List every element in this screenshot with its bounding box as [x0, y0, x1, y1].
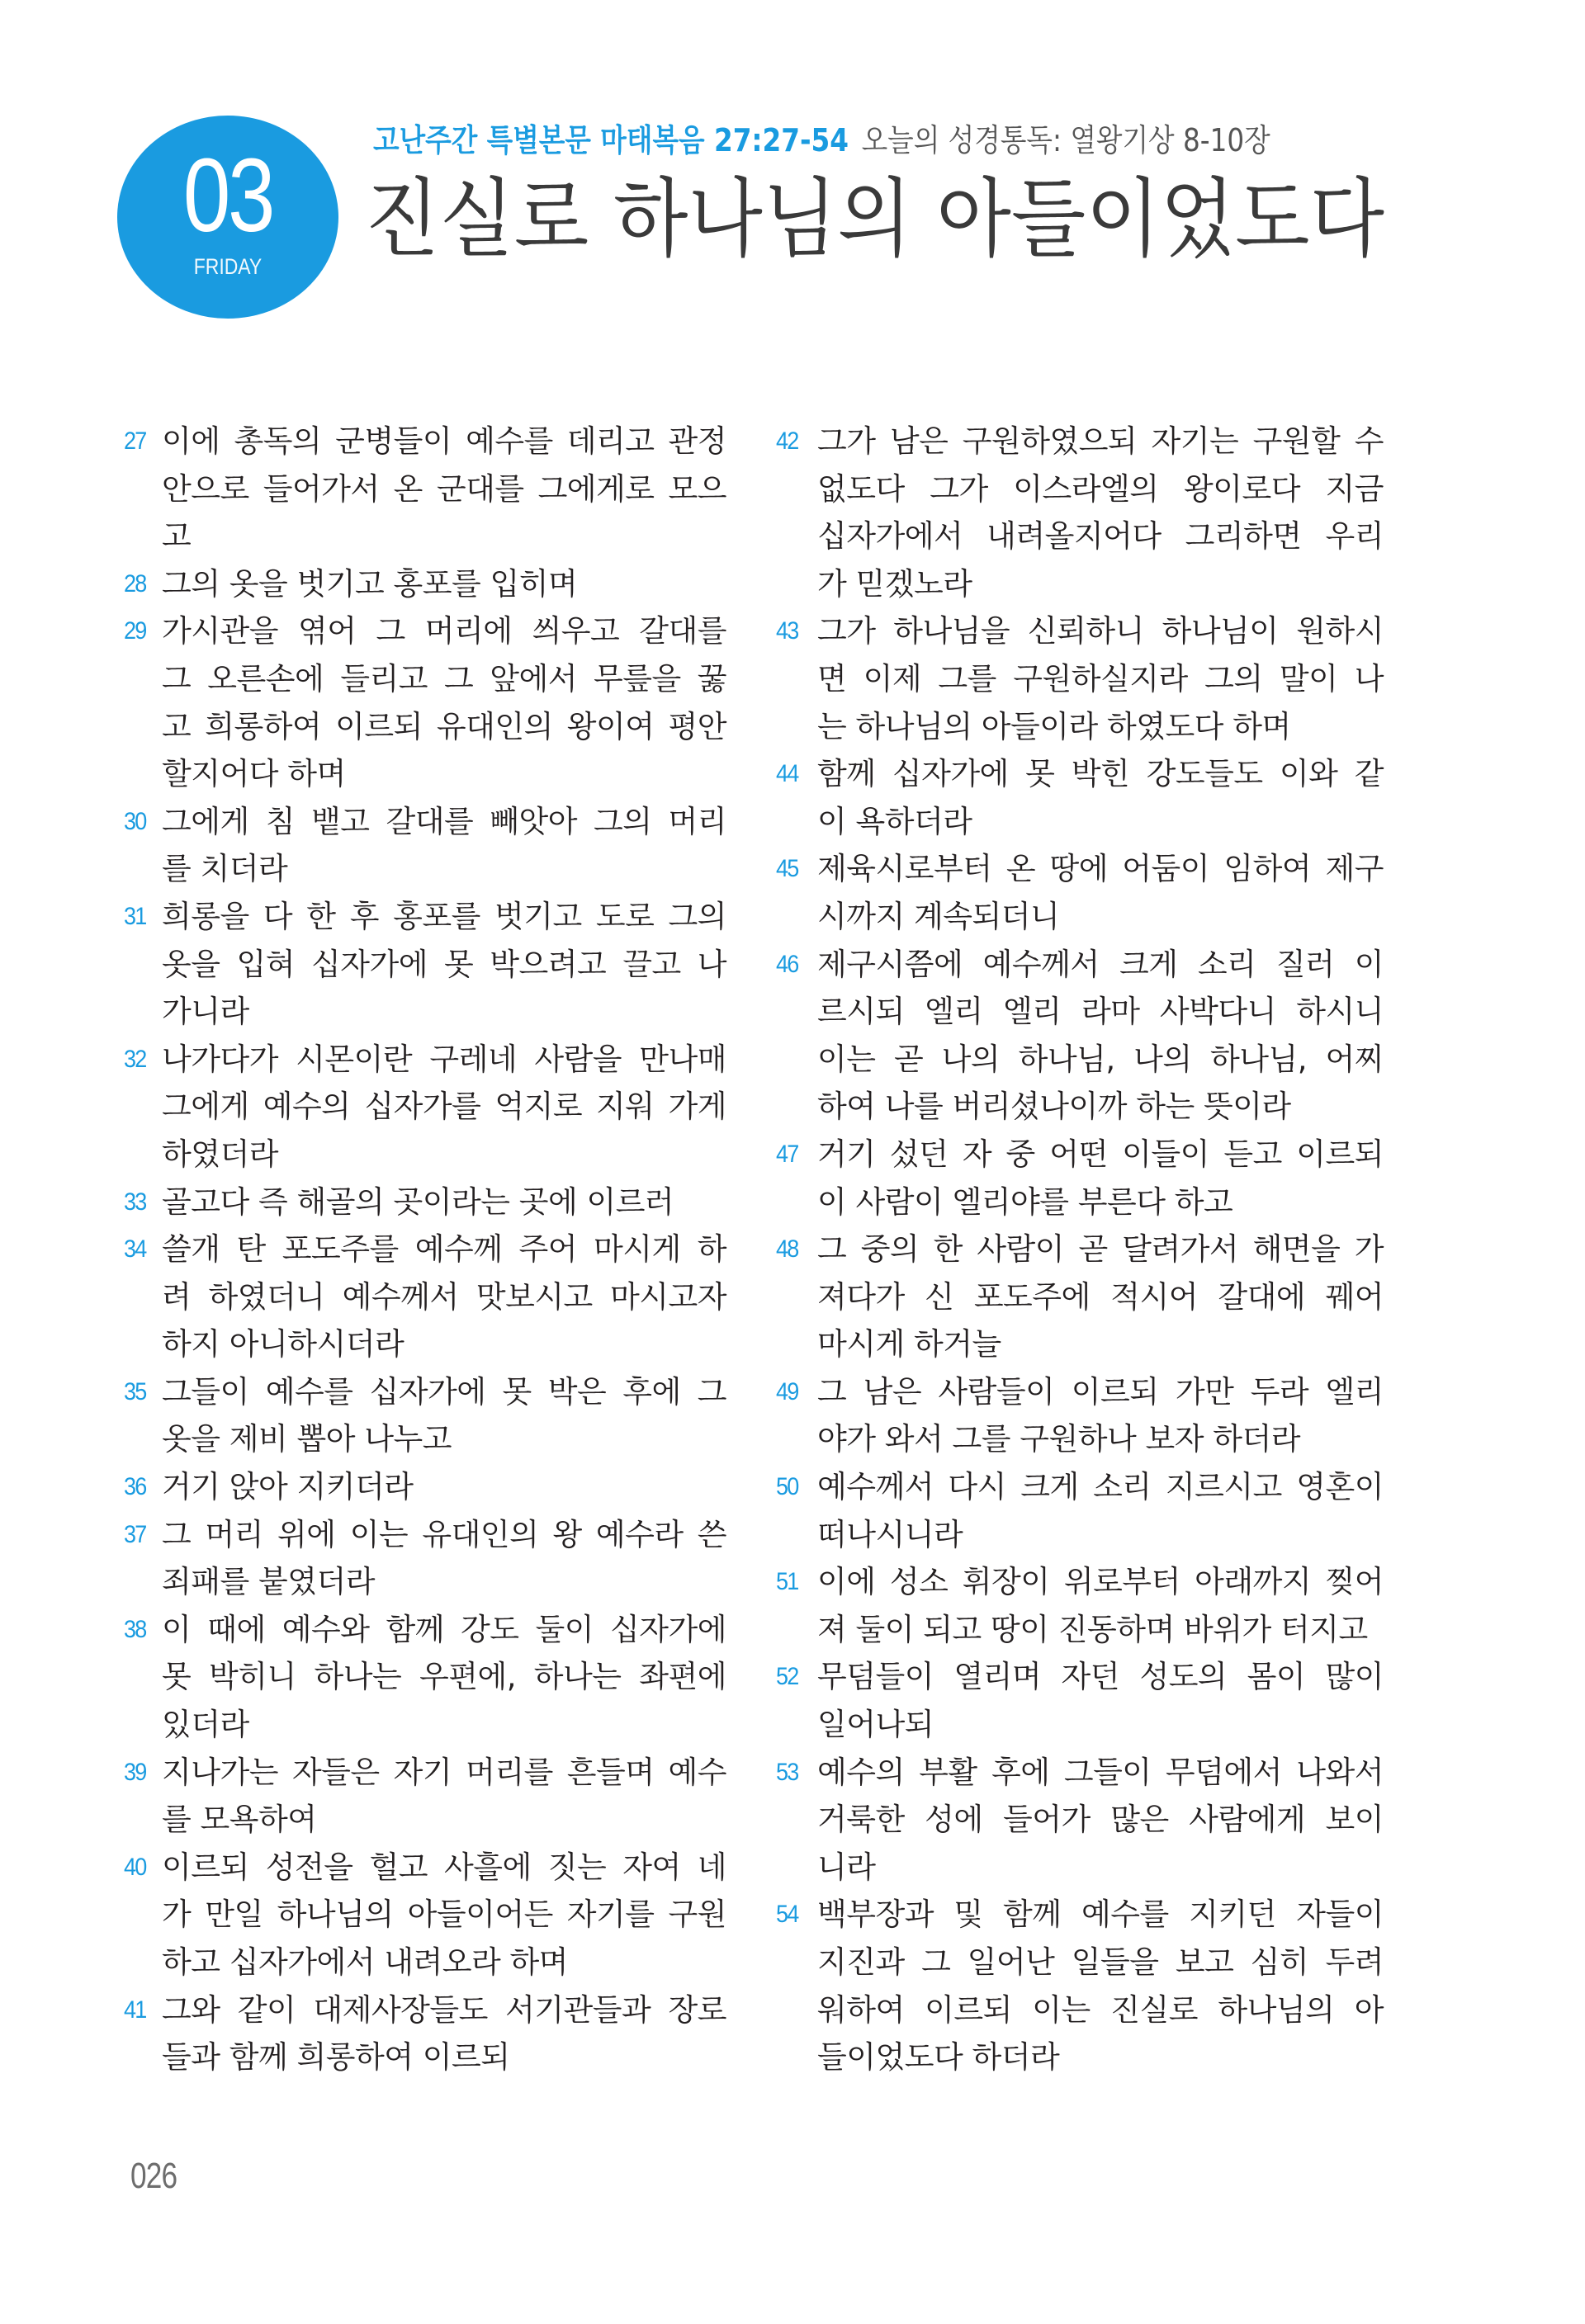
verse-number: 37	[124, 1520, 146, 1548]
verse-line: 그가 남은 구원하였으되 자기는 구원할 수	[817, 423, 1384, 459]
verse-line: 거룩한 성에 들어가 많은 사람에게 보이	[817, 1802, 1384, 1838]
verse-line: 그 남은 사람들이 이르되 가만 두라 엘리	[817, 1373, 1384, 1410]
verse	[776, 1226, 1384, 1368]
verse-text	[162, 1179, 726, 1226]
verse-number: 45	[776, 855, 798, 883]
verse-line: 죄패를 붙였더라	[162, 1564, 375, 1600]
verse-text	[162, 893, 726, 1036]
verse-line: 그 머리 위에 이는 유대인의 왕 예수라 쓴	[162, 1516, 726, 1552]
verse	[124, 1606, 726, 1749]
verse-line: 함께 십자가에 못 박힌 강도들도 이와 같	[817, 756, 1384, 792]
verse-text	[817, 1226, 1384, 1368]
verse-line: 안으로 들어가서 온 군대를 그에게로 모으	[162, 470, 726, 507]
verse-number: 30	[124, 807, 146, 835]
verse-line: 제구시쯤에 예수께서 크게 소리 질러 이	[817, 946, 1384, 982]
verse-line: 그 중의 한 사람이 곧 달려가서 해면을 가	[817, 1231, 1384, 1268]
verse-number: 35	[124, 1377, 146, 1405]
verse-line: 그와 같이 대제사장들도 서기관들과 장로	[162, 1991, 726, 2028]
verse	[124, 1226, 726, 1368]
day-badge	[117, 116, 338, 319]
verse-line: 예수께서 다시 크게 소리 지르시고 영혼이	[817, 1469, 1384, 1505]
verse-line: 들이었도다 하더라	[817, 2039, 1060, 2076]
verse-line: 옷을 입혀 십자가에 못 박으려고 끌고 나	[162, 946, 726, 982]
page-title: 진실로 하나님의 아들이었도다	[365, 168, 1384, 269]
verse-line: 제육시로부터 온 땅에 어둠이 임하여 제구	[817, 851, 1384, 887]
verse-line: 거기 앉아 지키더라	[162, 1469, 414, 1505]
verse-line: 를 치더라	[162, 851, 288, 887]
verse-text	[162, 1368, 726, 1463]
verse-line: 일어나되	[817, 1707, 934, 1743]
page-number: 026	[130, 2156, 177, 2196]
verse	[776, 1749, 1384, 1892]
verse-line: 고 희롱하여 이르되 유대인의 왕이여 평안	[162, 708, 726, 744]
verse-line: 가 만일 하나님의 아들이어든 자기를 구원	[162, 1897, 726, 1933]
verse-line: 를 모욕하여	[162, 1802, 317, 1838]
verse-line: 워하여 이르되 이는 진실로 하나님의 아	[817, 1991, 1384, 2028]
verse-line: 그들이 예수를 십자가에 못 박은 후에 그	[162, 1373, 726, 1410]
verse-text	[817, 1131, 1384, 1226]
verse-number: 29	[124, 617, 146, 645]
verse	[776, 1558, 1384, 1653]
verse	[124, 1179, 726, 1226]
verse	[124, 1749, 726, 1844]
verse-number: 47	[776, 1140, 798, 1168]
verse-number: 42	[776, 427, 798, 455]
verse-line: 이 욕하더라	[817, 803, 972, 839]
verse-line: 이에 총독의 군병들이 예수를 데리고 관정	[162, 423, 726, 459]
verse	[124, 1986, 726, 2081]
verse-line: 시까지 계속되더니	[817, 898, 1060, 934]
verse-text	[817, 1463, 1384, 1558]
verse-line: 가 믿겠노라	[817, 565, 972, 602]
verse	[776, 1891, 1384, 2081]
verse-number: 54	[776, 1901, 798, 1929]
verse-number: 36	[124, 1473, 146, 1501]
left-column	[124, 418, 726, 2081]
verse	[776, 1463, 1384, 1558]
verse-line: 이 사람이 엘리야를 부른다 하고	[817, 1183, 1233, 1220]
verse-text	[817, 607, 1384, 750]
verse-text	[162, 1036, 726, 1179]
verse	[776, 607, 1384, 750]
day-name: FRIDAY	[193, 254, 263, 279]
verse-line: 예수의 부활 후에 그들이 무덤에서 나와서	[817, 1754, 1384, 1790]
verse	[124, 560, 726, 608]
day-number: 03	[182, 137, 273, 253]
verse-line: 못 박히니 하나는 우편에, 하나는 좌편에	[162, 1659, 726, 1695]
passage-reference: 고난주간 특별본문 마태복음 27:27-54	[373, 122, 849, 158]
verse-number: 41	[124, 1996, 146, 2024]
verse-line: 그 오른손에 들리고 그 앞에서 무릎을 꿇	[162, 660, 726, 697]
verse-number: 44	[776, 760, 798, 788]
right-column	[776, 418, 1384, 2081]
verse-line: 야가 와서 그를 구원하나 보자 하더라	[817, 1421, 1300, 1457]
verse-text	[817, 1558, 1384, 1653]
verse-line: 나가다가 시몬이란 구레네 사람을 만나매	[162, 1041, 726, 1077]
verse-number: 28	[124, 569, 146, 598]
verse	[124, 1511, 726, 1606]
verse-line: 골고다 즉 해골의 곳이라는 곳에 이르러	[162, 1183, 674, 1220]
verse-line: 이르되 성전을 헐고 사흘에 짓는 자여 네	[162, 1849, 726, 1885]
verse-line: 이 때에 예수와 함께 강도 둘이 십자가에	[162, 1611, 726, 1647]
verse-text	[162, 1606, 726, 1749]
verse	[124, 1463, 726, 1511]
verse-line: 르시되 엘리 엘리 라마 사박다니 하시니	[817, 994, 1384, 1030]
verse-line: 거기 섰던 자 중 어떤 이들이 듣고 이르되	[817, 1136, 1384, 1172]
verse-text	[162, 1844, 726, 1986]
verse-line: 그에게 예수의 십자가를 억지로 지워 가게	[162, 1089, 726, 1125]
verse	[776, 418, 1384, 607]
verse-line: 희롱을 다 한 후 홍포를 벗기고 도로 그의	[162, 898, 726, 934]
verse	[124, 1844, 726, 1986]
verse-text	[162, 607, 726, 797]
verse-line: 지진과 그 일어난 일들을 보고 심히 두려	[817, 1944, 1384, 1980]
verse-text	[817, 1368, 1384, 1463]
verse-number: 53	[776, 1758, 798, 1786]
verse	[776, 845, 1384, 940]
verse-text	[817, 1749, 1384, 1892]
verse-line: 져다가 신 포도주에 적시어 갈대에 꿰어	[817, 1278, 1384, 1315]
verse-number: 48	[776, 1235, 798, 1264]
verse-line: 려 하였더니 예수께서 맛보시고 마시고자	[162, 1278, 726, 1315]
verse-line: 떠나시니라	[817, 1516, 963, 1552]
verse	[124, 1368, 726, 1463]
verse-line: 십자가에서 내려올지어다 그리하면 우리	[817, 518, 1384, 555]
header-subline	[373, 122, 1270, 158]
verse-line: 들과 함께 희롱하여 이르되	[162, 2039, 510, 2076]
verse-text	[162, 1986, 726, 2081]
verse	[124, 893, 726, 1036]
verse	[124, 418, 726, 560]
verse-text	[162, 418, 726, 560]
verse-number: 38	[124, 1615, 146, 1643]
verse-line: 있더라	[162, 1707, 249, 1743]
verse-line: 가니라	[162, 994, 249, 1030]
verse-text	[162, 560, 726, 608]
verse-number: 49	[776, 1377, 798, 1405]
verse-line: 없도다 그가 이스라엘의 왕이로다 지금	[817, 470, 1384, 507]
verse-number: 51	[776, 1568, 798, 1596]
verse-line: 하였더라	[162, 1136, 278, 1172]
verse-line: 고	[162, 518, 192, 555]
verse-number: 32	[124, 1045, 146, 1073]
verse-line: 쓸개 탄 포도주를 예수께 주어 마시게 하	[162, 1231, 726, 1268]
verse-number: 43	[776, 617, 798, 645]
verse-line: 마시게 하거늘	[817, 1326, 1001, 1363]
verse-text	[817, 845, 1384, 940]
verse-number: 34	[124, 1235, 146, 1264]
verse-number: 52	[776, 1663, 798, 1691]
verse-line: 가시관을 엮어 그 머리에 씌우고 갈대를	[162, 613, 726, 649]
verse-line: 그에게 침 뱉고 갈대를 빼앗아 그의 머리	[162, 803, 726, 839]
verse-line: 그의 옷을 벗기고 홍포를 입히며	[162, 565, 578, 602]
verse-text	[817, 1891, 1384, 2081]
verse-line: 할지어다 하며	[162, 756, 346, 792]
verse-number: 33	[124, 1188, 146, 1216]
verse-text	[817, 941, 1384, 1131]
verse-number: 40	[124, 1853, 146, 1881]
verse-line: 니라	[817, 1849, 876, 1885]
verse-line: 이에 성소 휘장이 위로부터 아래까지 찢어	[817, 1564, 1384, 1600]
verse-line: 는 하나님의 아들이라 하였도다 하며	[817, 708, 1291, 744]
verse-number: 46	[776, 950, 798, 978]
verse-number: 50	[776, 1473, 798, 1501]
verse-text	[817, 1653, 1384, 1748]
verse	[776, 750, 1384, 845]
verse	[124, 1036, 726, 1179]
verse-line: 하고 십자가에서 내려오라 하며	[162, 1944, 568, 1980]
verse	[776, 1131, 1384, 1226]
verse-line: 하지 아니하시더라	[162, 1326, 405, 1363]
verse	[776, 1653, 1384, 1748]
verse-line: 이는 곧 나의 하나님, 나의 하나님, 어찌	[817, 1041, 1384, 1077]
verse	[776, 941, 1384, 1131]
verse-text	[817, 750, 1384, 845]
verse-text	[162, 1511, 726, 1606]
verse-text	[817, 418, 1384, 607]
verse-text	[162, 798, 726, 893]
verse-line: 그가 하나님을 신뢰하니 하나님이 원하시	[817, 613, 1384, 649]
verse-line: 하여 나를 버리셨나이까 하는 뜻이라	[817, 1089, 1291, 1125]
verse-line: 무덤들이 열리며 자던 성도의 몸이 많이	[817, 1659, 1384, 1695]
verse	[124, 607, 726, 797]
verse-line: 져 둘이 되고 땅이 진동하며 바위가 터지고	[817, 1611, 1368, 1647]
verse-line: 옷을 제비 뽑아 나누고	[162, 1421, 452, 1457]
verse-number: 31	[124, 902, 146, 930]
verse-text	[162, 1749, 726, 1844]
verse-number: 39	[124, 1758, 146, 1786]
verse-line: 지나가는 자들은 자기 머리를 흔들며 예수	[162, 1754, 726, 1790]
verse-line: 면 이제 그를 구원하실지라 그의 말이 나	[817, 660, 1384, 697]
verse	[124, 798, 726, 893]
verse	[776, 1368, 1384, 1463]
daily-reading: 오늘의 성경통독: 열왕기상 8-10장	[861, 122, 1270, 158]
verse-text	[162, 1463, 726, 1511]
verse-text	[162, 1226, 726, 1368]
verse-number: 27	[124, 427, 146, 455]
verse-line: 백부장과 및 함께 예수를 지키던 자들이	[817, 1897, 1384, 1933]
